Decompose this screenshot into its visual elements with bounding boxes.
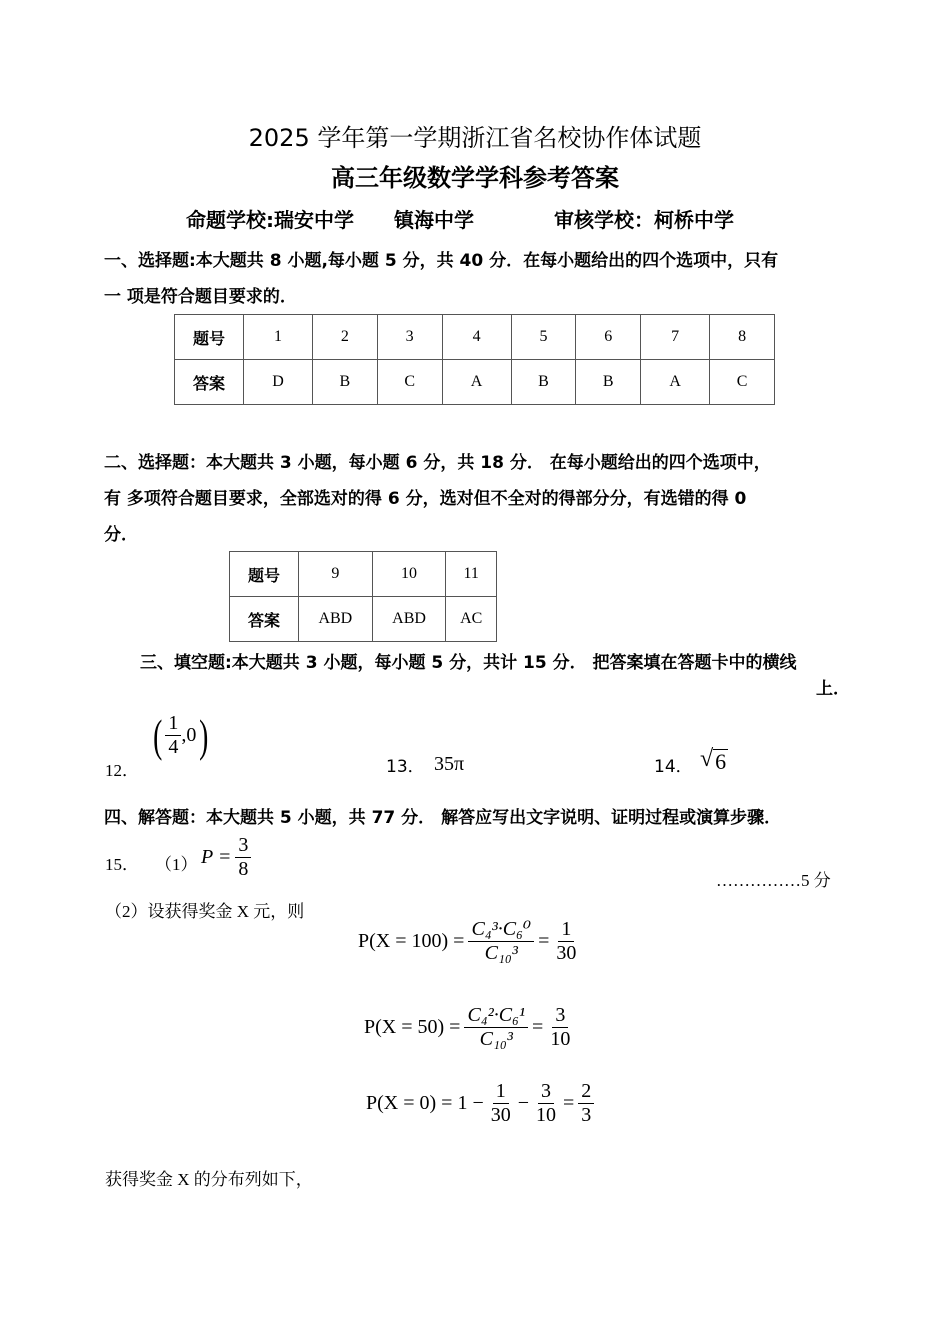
eq2-denominator: C₁₀³ (479, 1028, 513, 1050)
eq3-lhs: P(X = 0) = 1 − (366, 1092, 484, 1114)
eq3-denominator-2: 10 (536, 1104, 557, 1126)
table-cell: 4 (442, 315, 511, 360)
equation-p50 (364, 1004, 573, 1051)
table-cell: 10 (372, 552, 446, 597)
q15-p-symbol: P = (201, 846, 232, 868)
eq2-result-fraction (547, 1004, 573, 1051)
eq3-denominator-1: 30 (490, 1104, 511, 1126)
table-cell: 9 (299, 552, 373, 597)
eq2-combination-fraction (464, 1004, 528, 1051)
eq3-numerator-3: 2 (578, 1080, 594, 1104)
section1-instruction-line1: 一、选择题:本大题共 8 小题,每小题 5 分，共 40 分．在每小题给出的四个选项中，只有 (104, 251, 779, 271)
table-cell: 5 (511, 315, 576, 360)
document-subtitle: 高三年级数学学科参考答案 (331, 164, 619, 192)
q15-part2-text: （2）设获得奖金 X 元，则 (105, 902, 305, 921)
equation-p0 (366, 1080, 594, 1127)
table-header-answer: 答案 (175, 360, 244, 405)
right-paren: ) (199, 709, 209, 761)
eq1-result-fraction (553, 918, 579, 965)
table-header-answer: 答案 (230, 597, 299, 642)
table-row (230, 597, 497, 642)
equation-p100 (358, 918, 579, 965)
q15-label: 15． (105, 855, 139, 874)
q14-label: 14． (654, 757, 693, 777)
table-cell: 6 (576, 315, 641, 360)
eq3-minus: − (517, 1092, 530, 1114)
q14-radicand: 6 (715, 748, 727, 774)
q15-part1-answer (201, 834, 251, 881)
section4-instruction: 四、解答题：本大题共 5 小题，共 77 分． 解答应写出文字说明、证明过程或演算步骤． (104, 808, 782, 828)
eq2-result-denominator: 10 (550, 1028, 571, 1050)
eq3-denominator-3: 3 (581, 1104, 592, 1126)
q12-label: 12． (105, 761, 139, 780)
eq1-lhs: P(X = 100) = (358, 930, 465, 952)
table-cell: C (710, 360, 775, 405)
table-cell: C (377, 360, 442, 405)
table-header-question: 题号 (230, 552, 299, 597)
q12-denominator: 4 (168, 736, 179, 758)
eq3-fraction-2 (533, 1080, 559, 1127)
section2-instruction-line1: 二、选择题：本大题共 3 小题，每小题 6 分，共 18 分． 在每小题给出的四个选项中， (104, 453, 771, 473)
table-cell: 1 (244, 315, 313, 360)
table-cell: B (313, 360, 378, 405)
school-info: 命题学校:瑞安中学 镇海中学 审核学校：柯桥中学 (186, 208, 734, 232)
table-cell: 7 (641, 315, 710, 360)
eq3-numerator-1: 1 (493, 1080, 509, 1104)
table-row (175, 315, 775, 360)
section2-answer-table (229, 551, 497, 642)
eq1-result-numerator: 1 (558, 918, 574, 942)
eq3-equals: = (563, 1092, 575, 1114)
section2-instruction-line3: 分． (104, 525, 138, 545)
table-row (175, 360, 775, 405)
eq3-fraction-3 (578, 1080, 594, 1127)
q14-answer (700, 746, 728, 773)
sqrt-icon: √ (700, 746, 714, 772)
section2-instruction-line2: 有 多项符合题目要求，全部选对的得 6 分，选对但不全对的得部分分，有选错的得 0 (104, 489, 747, 509)
q15-score: ……………5 分 (716, 871, 831, 890)
q15-fraction (235, 834, 251, 881)
q13-answer: 35π (434, 753, 465, 775)
table-cell: 3 (377, 315, 442, 360)
eq1-numerator: C₄³·C₆⁰ (468, 918, 534, 942)
table-cell: ABD (372, 597, 446, 642)
table-cell: B (511, 360, 576, 405)
table-cell: A (442, 360, 511, 405)
table-cell: B (576, 360, 641, 405)
section1-answer-table (174, 314, 775, 405)
eq3-numerator-2: 3 (538, 1080, 554, 1104)
eq1-combination-fraction (468, 918, 534, 965)
document-title: 2025 学年第一学期浙江省名校协作体试题 (248, 124, 702, 152)
table-cell: D (244, 360, 313, 405)
section1-instruction-line2: 一 项是符合题目要求的． (104, 287, 297, 307)
table-cell: 8 (710, 315, 775, 360)
q15-numerator: 3 (235, 834, 251, 858)
table-header-question: 题号 (175, 315, 244, 360)
table-cell: 11 (446, 552, 497, 597)
eq2-equals: = (532, 1016, 544, 1038)
table-cell: AC (446, 597, 497, 642)
table-cell: ABD (299, 597, 373, 642)
left-paren: ( (153, 709, 163, 761)
eq2-numerator: C₄²·C₆¹ (464, 1004, 528, 1028)
eq1-result-denominator: 30 (556, 942, 577, 964)
section3-instruction-line2: 上． (816, 679, 850, 699)
q12-numerator: 1 (165, 712, 181, 736)
q15-denominator: 8 (238, 858, 249, 880)
table-row (230, 552, 497, 597)
q12-fraction (165, 712, 181, 759)
eq2-result-numerator: 3 (552, 1004, 568, 1028)
section3-instruction-line1: 三、填空题:本大题共 3 小题，每小题 5 分，共计 15 分． 把答案填在答题卡中的横线 (140, 653, 797, 673)
eq1-equals: = (538, 930, 550, 952)
distribution-intro: 获得奖金 X 的分布列如下， (105, 1170, 313, 1189)
q15-part1-label: （1） (155, 855, 198, 874)
table-cell: 2 (313, 315, 378, 360)
q12-answer (150, 709, 212, 761)
eq3-fraction-1 (488, 1080, 514, 1127)
q13-label: 13． (386, 757, 425, 777)
table-cell: A (641, 360, 710, 405)
eq2-lhs: P(X = 50) = (364, 1016, 461, 1038)
q12-rest: ,0 (181, 724, 197, 746)
eq1-denominator: C₁₀³ (484, 942, 518, 964)
